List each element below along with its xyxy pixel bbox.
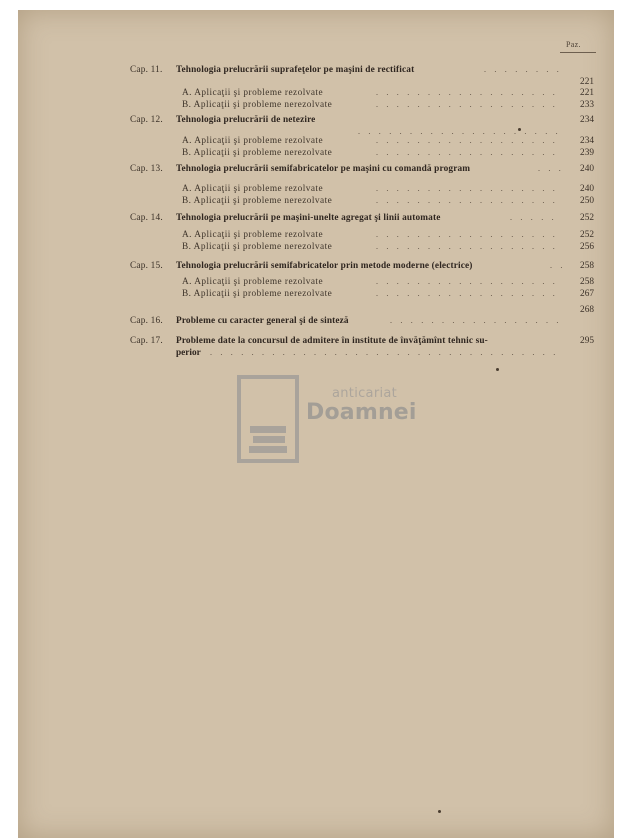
dot-leader	[390, 315, 562, 327]
toc-entry	[18, 87, 614, 99]
section-label: B. Aplicaţii şi probleme nerezolvate	[182, 242, 333, 252]
section-page-number: 252	[580, 230, 594, 240]
dot-leader	[210, 347, 560, 359]
toc-entry	[18, 183, 614, 195]
section-label: A. Aplicaţii şi probleme rezolvate	[182, 230, 324, 240]
page-column-header: Paz.	[566, 40, 581, 49]
toc-chapter-12	[18, 114, 614, 126]
dot-leader	[376, 99, 562, 111]
chapter-title: Tehnologia prelucrării de netezire	[176, 115, 316, 125]
toc-chapter-15	[18, 260, 614, 272]
chapter-title-continuation: perior	[176, 348, 201, 358]
section-page-number: 250	[580, 196, 594, 206]
chapter-title: Probleme cu caracter general şi de sinteză	[176, 316, 349, 326]
chapter-page-number: 252	[580, 213, 594, 223]
section-label: B. Aplicaţii şi probleme nerezolvate	[182, 148, 333, 158]
dot-leader	[510, 212, 562, 224]
chapter-page-number: 240	[580, 164, 594, 174]
header-rule	[560, 52, 596, 53]
section-page-number: 233	[580, 100, 594, 110]
toc-chapter-14	[18, 212, 614, 224]
toc-chapter-11	[18, 64, 614, 76]
section-label: B. Aplicaţii şi probleme nerezolvate	[182, 100, 333, 110]
dot-leader	[376, 229, 562, 241]
paper-speck	[518, 128, 521, 131]
paper-speck	[438, 810, 441, 813]
section-label: A. Aplicaţii şi probleme rezolvate	[182, 136, 324, 146]
toc-entry	[18, 229, 614, 241]
section-label: A. Aplicaţii şi probleme rezolvate	[182, 184, 324, 194]
chapter-number: Cap. 17.	[130, 336, 163, 346]
chapter-page-number: 234	[580, 115, 594, 125]
toc-entry	[18, 99, 614, 111]
watermark-line-1: anticariat	[332, 386, 398, 401]
section-page-number: 258	[580, 277, 594, 287]
dot-leader	[376, 87, 562, 99]
chapter-title: Tehnologia prelucrării suprafeţelor pe maşini de rectificat	[176, 65, 415, 75]
chapter-title: Probleme date la concursul de admitere în institute de învăţămînt tehnic su-	[176, 336, 488, 346]
watermark-line-2: Doamnei	[306, 400, 417, 425]
chapter-page-number: 268	[580, 305, 594, 315]
toc-entry	[18, 288, 614, 300]
book-page	[18, 10, 614, 838]
chapter-number: Cap. 12.	[130, 115, 163, 125]
toc-entry	[18, 315, 614, 327]
section-page-number: 221	[580, 88, 594, 98]
section-label: B. Aplicaţii şi probleme nerezolvate	[182, 289, 333, 299]
toc-entry	[18, 135, 614, 147]
chapter-page-number: 295	[580, 336, 594, 346]
paper-speck	[496, 368, 499, 371]
chapter-page-number: 221	[580, 77, 594, 87]
chapter-number: Cap. 16.	[130, 316, 163, 326]
chapter-number: Cap. 15.	[130, 261, 163, 271]
section-label: A. Aplicaţii şi probleme rezolvate	[182, 88, 324, 98]
chapter-title: Tehnologia prelucrării pe maşini-unelte agregat şi linii automate	[176, 213, 441, 223]
toc-entry	[18, 147, 614, 159]
section-page-number: 267	[580, 289, 594, 299]
section-page-number: 239	[580, 148, 594, 158]
section-page-number: 256	[580, 242, 594, 252]
dot-leader	[538, 163, 564, 175]
dot-leader	[376, 241, 562, 253]
dot-leader	[376, 195, 562, 207]
section-page-number: 234	[580, 136, 594, 146]
dot-leader	[376, 147, 562, 159]
section-label: A. Aplicaţii şi probleme rezolvate	[182, 277, 324, 287]
dot-leader	[484, 64, 562, 76]
toc-entry	[18, 241, 614, 253]
dot-leader	[376, 183, 562, 195]
chapter-number: Cap. 14.	[130, 213, 163, 223]
toc-entry	[18, 195, 614, 207]
chapter-number: Cap. 13.	[130, 164, 163, 174]
chapter-page-number: 258	[580, 261, 594, 271]
dot-leader	[376, 135, 562, 147]
dot-leader	[376, 288, 562, 300]
toc-entry	[18, 347, 614, 359]
section-label: B. Aplicaţii şi probleme nerezolvate	[182, 196, 333, 206]
section-page-number: 240	[580, 184, 594, 194]
toc-entry	[18, 276, 614, 288]
book-stack-icon	[236, 374, 300, 464]
dot-leader	[550, 260, 564, 272]
toc-chapter-13	[18, 163, 614, 175]
chapter-number: Cap. 11.	[130, 65, 163, 75]
dot-leader	[376, 276, 562, 288]
anticariat-watermark	[236, 374, 416, 466]
chapter-title: Tehnologia prelucrării semifabricatelor prin metode moderne (electrice)	[176, 261, 473, 271]
chapter-title: Tehnologia prelucrării semifabricatelor pe maşini cu comandă program	[176, 164, 471, 174]
toc-chapter-17	[18, 335, 614, 347]
